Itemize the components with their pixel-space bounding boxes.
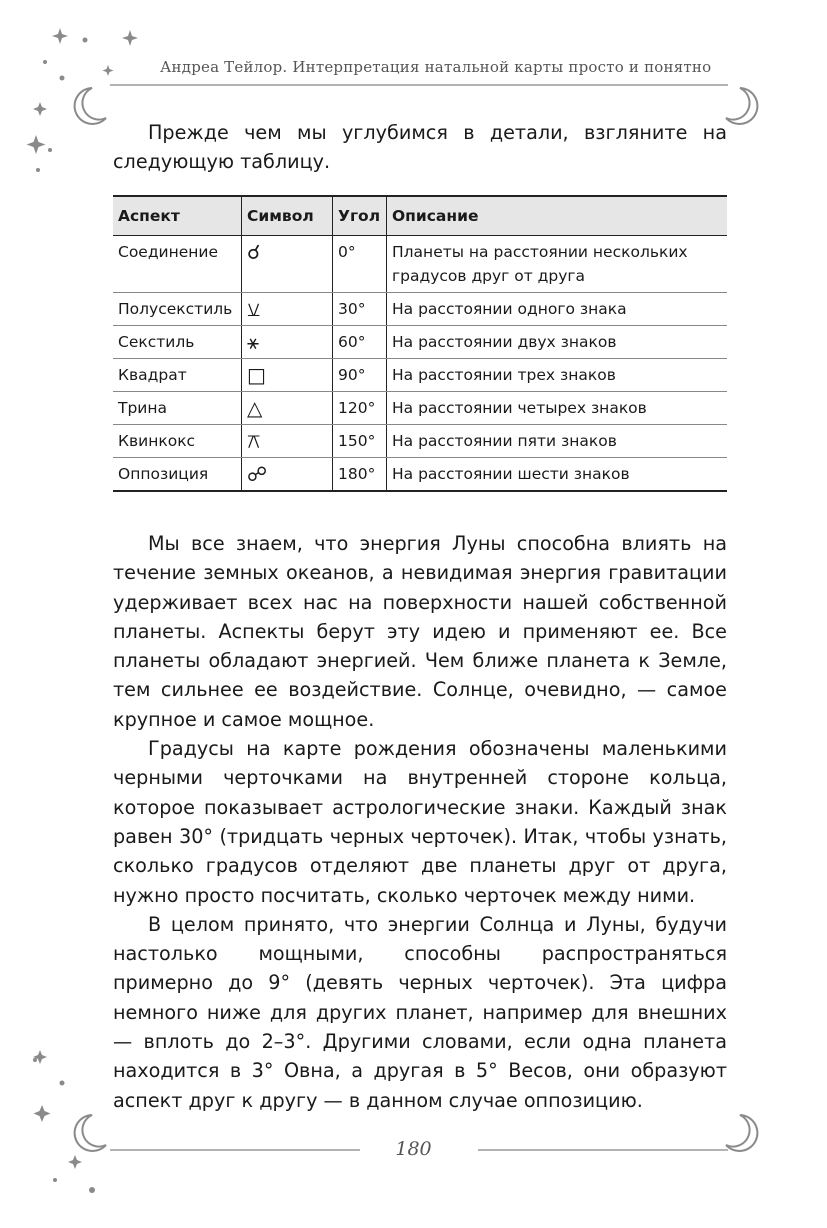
table-row [113,425,727,458]
aspects-table [113,195,727,492]
square-icon: □ [242,359,333,392]
dot-icon [60,76,65,81]
table-row [113,236,727,293]
aspect-angle: 60° [333,326,387,359]
aspect-description: На расстоянии двух знаков [387,326,728,359]
star-icon [52,28,68,44]
aspect-description: На расстоянии одного знака [387,293,728,326]
star-icon [27,135,46,154]
star-icon [34,1105,51,1122]
intro-text: Прежде чем мы углубимся в детали, взгляните на следующую таблицу. [113,121,727,174]
star-icon [103,65,114,76]
aspect-description: На расстоянии трех знаков [387,359,728,392]
table-row [113,293,727,326]
dot-icon [43,60,47,64]
star-icon [122,30,138,46]
table-row [113,326,727,359]
column-header-symbol: Символ [242,196,333,236]
aspect-description: На расстоянии пяти знаков [387,425,728,458]
paragraph-moon-energy: Мы все знаем, что энергия Луны способна влиять на течение земных океанов, а невидимая энергия гравитации удерживает всех нас на поверхности нашей собственной планеты. Аспекты берут эту идею и применяют ее. Все планеты обладают энергией. Чем ближе планета к Земле, тем сильнее ее воздействие. Солнце, очевидно, — самое крупное и самое мощное. [113,532,727,731]
aspect-angle: 180° [333,458,387,492]
table-row [113,392,727,425]
body-paragraphs [113,529,727,1115]
table-row [113,359,727,392]
table-row [113,458,727,492]
dot-icon [89,1187,95,1193]
dot-icon [36,168,40,172]
aspect-name: Полусекстиль [113,293,242,326]
intro-paragraph [113,118,727,177]
aspect-angle: 150° [333,425,387,458]
dot-icon [53,1178,57,1182]
dot-icon [83,38,88,43]
table-header-row [113,196,727,236]
moon-icon [726,88,757,124]
aspect-description: На расстоянии четырех знаков [387,392,728,425]
conjunction-icon: ☌ [242,236,333,293]
aspect-name: Соединение [113,236,242,293]
paragraph-degrees: Градусы на карте рождения обозначены маленькими черными черточками на внутренней стороне кольца, которое показывает астрологические знаки. Каждый знак равен 30° (тридцать черных черточек). Итак, чтобы узнать, сколько градусов отделяют две планеты друг от друга, нужно просто посчитать, сколько черточек между ними. [113,737,727,907]
aspect-angle: 30° [333,293,387,326]
column-header-angle: Угол [333,196,387,236]
aspect-name: Секстиль [113,326,242,359]
dot-icon [48,148,52,152]
trine-icon: △ [242,392,333,425]
aspect-angle: 120° [333,392,387,425]
aspect-angle: 90° [333,359,387,392]
paragraph-sun-moon: В целом принято, что энергии Солнца и Луны, будучи настолько мощными, способны распространяться примерно до 9° (девять черных черточек). Эта цифра немного ниже для других планет, например для внешних — вплоть до 2–3°. Другими словами, если одна планета находится в 3° Овна, а другая в 5° Весов, они образуют аспект друг к другу — в данном случае оппозицию. [113,912,727,1112]
moon-icon [75,88,106,124]
aspect-name: Квадрат [113,359,242,392]
column-header-aspect: Аспект [113,196,242,236]
page-number: 180 [395,1138,432,1160]
semisextile-icon: ⚺ [242,293,333,326]
column-header-description: Описание [387,196,728,236]
opposition-icon: ☍ [242,458,333,492]
aspect-description: На расстоянии шести знаков [387,458,728,492]
quincunx-icon: ⚻ [242,425,333,458]
dot-icon [60,1081,65,1086]
aspect-description: Планеты на расстоянии нескольких градусов друг от друга [387,236,728,293]
running-title: Андреа Тейлор. Интерпретация натальной карты просто и понятно [160,58,712,76]
star-icon [33,102,47,116]
sextile-icon: ⚹ [242,326,333,359]
aspect-name: Квинкокс [113,425,242,458]
aspect-angle: 0° [333,236,387,293]
aspect-name: Трина [113,392,242,425]
dot-icon [33,1058,37,1062]
aspect-name: Оппозиция [113,458,242,492]
